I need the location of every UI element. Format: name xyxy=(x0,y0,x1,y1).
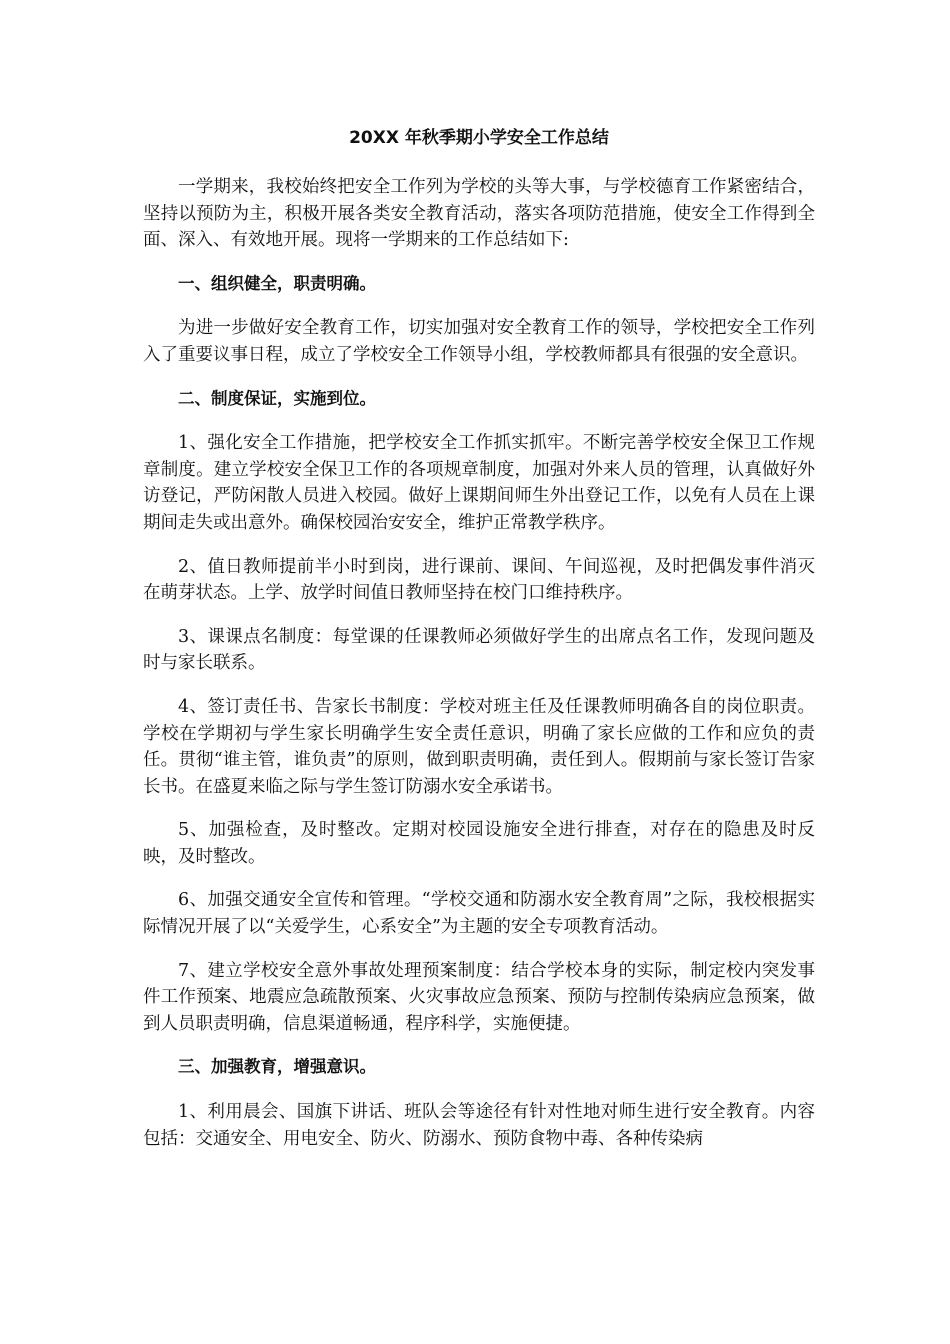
section-heading-2: 二、制度保证，实施到位。 xyxy=(178,388,376,408)
section-1-paragraph: 为进一步做好安全教育工作，切实加强对安全教育工作的领导，学校把安全工作列入了重要议事日程，成立了学校安全工作领导小组，学校教师都具有很强的安全意识。 xyxy=(143,318,815,365)
section-2-item-3: 3、课课点名制度：每堂课的任课教师必须做好学生的出席点名工作，发现问题及时与家长联系。 xyxy=(143,626,815,674)
intro-paragraph: 一学期来，我校始终把安全工作列为学校的头等大事，与学校德育工作紧密结合，坚持以预防为主，积极开展各类安全教育活动，落实各项防范措施，使安全工作得到全面、深入、有效地开展。现将一学期来的工作总结如下: xyxy=(143,177,815,251)
section-heading-3: 三、加强教育，增强意识。 xyxy=(178,1057,376,1077)
section-heading-1: 一、组织健全，职责明确。 xyxy=(178,273,376,293)
document-title: 20XX 年秋季期小学安全工作总结 xyxy=(349,128,609,148)
section-3-item-1: 1、利用晨会、国旗下讲话、班队会等途径有针对性地对师生进行安全教育。内容包括：交通安全、用电安全、防火、防溺水、预防食物中毒、各种传染病 xyxy=(143,1102,815,1149)
section-2-item-5: 5、加强检查，及时整改。定期对校园设施安全进行排查，对存在的隐患及时反映，及时整改。 xyxy=(143,820,815,867)
section-2-item-4: 4、签订责任书、告家长书制度：学校对班主任及任课教师明确各自的岗位职责。学校在学期初与学生家长明确学生安全责任意识，明确了家长应做的工作和应负的责任。贯彻“谁主管，谁负责”的原则，做到职责明确，责任到人。假期前与家长签订告家长书。在盛夏来临之际与学生签订防溺水安全承诺书。 xyxy=(143,696,815,797)
section-2-item-6: 6、加强交通安全宣传和管理。“学校交通和防溺水安全教育周”之际，我校根据实际情况开展了以“关爱学生，心系安全”为主题的安全专项教育活动。 xyxy=(143,890,815,938)
section-2-item-2: 2、值日教师提前半小时到岗，进行课前、课间、午间巡视，及时把偶发事件消灭在萌芽状态。上学、放学时间值日教师坚持在校门口维持秩序。 xyxy=(143,556,815,604)
section-2-item-7: 7、建立学校安全意外事故处理预案制度：结合学校本身的实际，制定校内突发事件工作预案、地震应急疏散预案、火灾事故应急预案、预防与控制传染病应急预案，做到人员职责明确，信息渠道畅通，程序科学，实施便捷。 xyxy=(143,960,815,1034)
section-2-item-1: 1、强化安全工作措施，把学校安全工作抓实抓牢。不断完善学校安全保卫工作规章制度。建立学校安全保卫工作的各项规章制度，加强对外来人员的管理，认真做好外访登记，严防闲散人员进入校园。做好上课期间师生外出登记工作，以免有人员在上课期间走失或出意外。确保校园治安安全，维护正常教学秩序。 xyxy=(143,433,815,533)
document-body xyxy=(143,174,815,1169)
